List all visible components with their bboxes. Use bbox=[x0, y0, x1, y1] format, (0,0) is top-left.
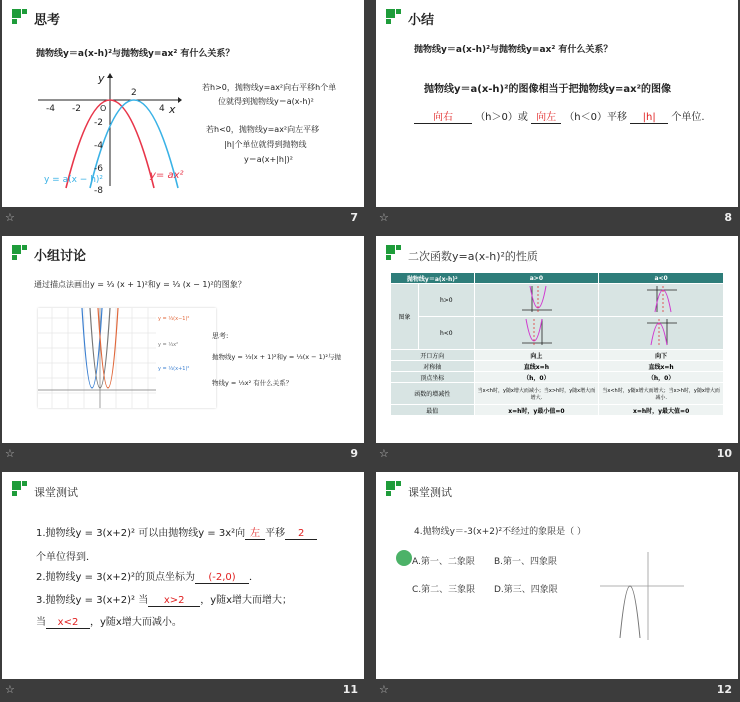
question-text: 平移 bbox=[265, 528, 286, 539]
table-cell: （h，0） bbox=[599, 372, 724, 383]
section-icon bbox=[386, 481, 402, 497]
slide-canvas bbox=[376, 472, 738, 679]
slide-title: 小组讨论 bbox=[34, 249, 87, 264]
table-cell: 向上 bbox=[474, 350, 599, 361]
row-label: 函数的增减性 bbox=[391, 383, 475, 405]
slide-number: 10 bbox=[716, 447, 732, 460]
slide-footer bbox=[376, 679, 738, 702]
think-question: 物线y = ⅓x² 有什么关系？ bbox=[212, 379, 293, 387]
condition-text: （h＞0）或 bbox=[475, 112, 528, 123]
slide-title: 二次函数y=a(x-h)²的性质 bbox=[408, 250, 538, 263]
table-header: 抛物线y＝a(x-h)² bbox=[391, 273, 475, 284]
slide-thumbnail-7[interactable] bbox=[2, 0, 364, 230]
properties-table bbox=[390, 272, 724, 416]
y-tick-label: -8 bbox=[94, 186, 103, 193]
question-text: 个单位得到． bbox=[36, 552, 96, 563]
y-tick-label: -6 bbox=[94, 164, 103, 174]
slide-title: 课堂测试 bbox=[34, 486, 78, 499]
slide-canvas bbox=[2, 0, 364, 207]
condition-text: （h＜0）平移 bbox=[564, 112, 627, 123]
y-axis-arrow bbox=[107, 73, 113, 78]
slide-number: 12 bbox=[716, 683, 732, 696]
x-tick-label: 2 bbox=[131, 88, 137, 98]
slide-canvas bbox=[2, 472, 364, 679]
y-tick-label: -4 bbox=[94, 141, 103, 151]
graph-cell bbox=[599, 284, 724, 317]
question-text: 抛物线y＝a(x-h)²与抛物线y=ax² 有什么关系？ bbox=[36, 49, 235, 59]
legend-item: y = ⅓(x+1)² bbox=[158, 366, 190, 372]
table-cell: 当x<h时，y随x增大而减小；当x>h时，y随x增大而增大. bbox=[474, 383, 599, 405]
table-header: a>0 bbox=[474, 273, 599, 284]
blue-curve-label: y = a(x − h)² bbox=[44, 175, 104, 185]
row-label: 顶点坐标 bbox=[391, 372, 475, 383]
graph-cell bbox=[599, 317, 724, 350]
x-axis-arrow bbox=[178, 97, 182, 103]
slide-number: 11 bbox=[342, 683, 358, 696]
explanation-line: y＝a(x+|h|)² bbox=[244, 155, 293, 164]
think-label: 思考: bbox=[212, 332, 229, 340]
answer-blank: |h| bbox=[630, 112, 668, 124]
table-cell: 向下 bbox=[599, 350, 724, 361]
question-line bbox=[36, 613, 182, 629]
section-icon bbox=[12, 481, 28, 497]
explanation-line: 若h<0，抛物线y=ax²向左平移 bbox=[206, 125, 320, 134]
slide-canvas bbox=[376, 236, 738, 443]
graph-cell bbox=[474, 284, 599, 317]
red-curve-label: y= ax² bbox=[150, 170, 184, 181]
question-line bbox=[36, 568, 259, 584]
row-label: 最值 bbox=[391, 405, 475, 416]
slide-footer bbox=[376, 207, 738, 230]
y-axis-label: y bbox=[98, 72, 105, 85]
slide-canvas bbox=[2, 236, 364, 443]
slide-number: 9 bbox=[350, 447, 358, 460]
mini-graph bbox=[518, 317, 554, 347]
slide-footer bbox=[2, 443, 364, 466]
star-icon[interactable]: ☆ bbox=[5, 211, 15, 224]
table-cell: x=h时，y最小值=0 bbox=[474, 405, 599, 416]
parabola bbox=[620, 586, 640, 638]
table-cell: 当x<h时，y随x增大而增大；当x>h时，y随x增大而减小. bbox=[599, 383, 724, 405]
slide-thumbnail-12[interactable] bbox=[376, 472, 738, 702]
option-b[interactable]: B.第一、四象限 bbox=[494, 557, 558, 567]
slide-thumbnail-10[interactable] bbox=[376, 236, 738, 466]
slide-footer bbox=[376, 443, 738, 466]
section-icon bbox=[12, 9, 28, 25]
graph-panel bbox=[38, 308, 216, 408]
origin-label: O bbox=[100, 104, 107, 113]
slide-footer bbox=[2, 207, 364, 230]
option-c[interactable]: C.第二、三象限 bbox=[412, 585, 476, 595]
legend-item: y = ⅓x² bbox=[158, 342, 179, 348]
question-text: ，y随x增大而增大； bbox=[200, 595, 293, 606]
mini-graph bbox=[518, 284, 554, 314]
mini-graph bbox=[643, 317, 679, 347]
slide-thumbnail-9[interactable] bbox=[2, 236, 364, 466]
explanation-line: |h|个单位就得到抛物线 bbox=[224, 140, 307, 149]
tail-text: 个单位. bbox=[671, 112, 705, 123]
row-label: 图象 bbox=[391, 284, 419, 350]
x-axis-label: x bbox=[169, 103, 176, 116]
slide-thumbnail-11[interactable] bbox=[2, 472, 364, 702]
star-icon[interactable]: ☆ bbox=[379, 683, 389, 696]
question-text: 当 bbox=[36, 617, 46, 628]
table-cell: 直线x=h bbox=[599, 361, 724, 372]
x-tick-label: 4 bbox=[159, 104, 165, 114]
section-icon bbox=[12, 245, 28, 261]
x-tick-label: -4 bbox=[46, 104, 55, 114]
slide-title: 课堂测试 bbox=[408, 486, 452, 499]
slide-footer bbox=[2, 679, 364, 702]
table-cell: x=h时，y最大值=0 bbox=[599, 405, 724, 416]
question-text: 2.抛物线y = 3(x+2)²的顶点坐标为 bbox=[36, 572, 196, 583]
y-tick-label: -2 bbox=[94, 118, 103, 128]
legend-item: y = ⅓(x−1)² bbox=[158, 316, 190, 322]
slide-title: 思考 bbox=[34, 13, 61, 28]
table-cell: 直线x=h bbox=[474, 361, 599, 372]
table-cell: （h，0） bbox=[474, 372, 599, 383]
section-icon bbox=[386, 9, 402, 25]
summary-fill-line bbox=[414, 108, 705, 124]
answer-blank: x<2 bbox=[46, 617, 90, 629]
table-header: a<0 bbox=[599, 273, 724, 284]
question-text: 1.抛物线y = 3(x+2)² 可以由抛物线y = 3x²向 bbox=[36, 528, 246, 539]
answer-blank: 2 bbox=[285, 528, 317, 540]
explanation-line: 位就得到抛物线y＝a(x-h)² bbox=[218, 97, 314, 106]
think-question: 抛物线y = ⅓(x + 1)²和y = ⅓(x − 1)²与抛 bbox=[212, 353, 341, 361]
question-text: 4.抛物线y＝-3(x+2)²不经过的象限是（ ） bbox=[414, 527, 586, 537]
star-icon[interactable]: ☆ bbox=[5, 683, 15, 696]
graph-cell bbox=[474, 317, 599, 350]
star-icon[interactable]: ☆ bbox=[379, 211, 389, 224]
option-d[interactable]: D.第三、四象限 bbox=[494, 585, 558, 595]
question-text: 通过描点法画出y = ⅓ (x + 1)²和y = ⅓ (x − 1)²的图象？ bbox=[34, 280, 246, 289]
answer-graph bbox=[598, 550, 686, 642]
answer-blank: 向右 bbox=[414, 108, 472, 124]
question-text: 抛物线y＝a(x-h)²与抛物线y=ax² 有什么关系？ bbox=[414, 45, 613, 55]
row-label: h>0 bbox=[419, 284, 475, 317]
option-a[interactable]: A.第一、二象限 bbox=[412, 557, 475, 567]
section-icon bbox=[386, 245, 402, 261]
row-label: 开口方向 bbox=[391, 350, 475, 361]
answer-blank: 左 bbox=[245, 524, 265, 540]
answer-blank: 向左 bbox=[531, 108, 561, 124]
star-icon[interactable]: ☆ bbox=[5, 447, 15, 460]
row-label: h<0 bbox=[419, 317, 475, 350]
slide-number: 7 bbox=[350, 211, 358, 224]
answer-marker-icon bbox=[396, 550, 412, 566]
explanation-line: 若h>0，抛物线y=ax²向右平移h个单 bbox=[202, 83, 337, 92]
slide-number: 8 bbox=[724, 211, 732, 224]
question-line bbox=[36, 591, 292, 607]
mini-graph bbox=[643, 284, 679, 314]
slide-canvas bbox=[376, 0, 738, 207]
star-icon[interactable]: ☆ bbox=[379, 447, 389, 460]
row-label: 对称轴 bbox=[391, 361, 475, 372]
question-text: ． bbox=[249, 572, 260, 583]
answer-blank: (-2,0) bbox=[195, 572, 249, 584]
question-text: 3.抛物线y = 3(x+2)² 当 bbox=[36, 595, 149, 606]
question-line bbox=[36, 524, 317, 540]
x-tick-label: -2 bbox=[72, 104, 81, 114]
summary-line: 抛物线y＝a(x-h)²的图像相当于把抛物线y=ax²的图像 bbox=[424, 84, 671, 95]
slide-thumbnail-8[interactable] bbox=[376, 0, 738, 230]
slide-title: 小结 bbox=[408, 13, 435, 28]
three-parabolas-graph bbox=[38, 308, 156, 408]
answer-blank: x>2 bbox=[148, 595, 200, 607]
question-text: ，y随x增大而减小。 bbox=[90, 617, 182, 628]
